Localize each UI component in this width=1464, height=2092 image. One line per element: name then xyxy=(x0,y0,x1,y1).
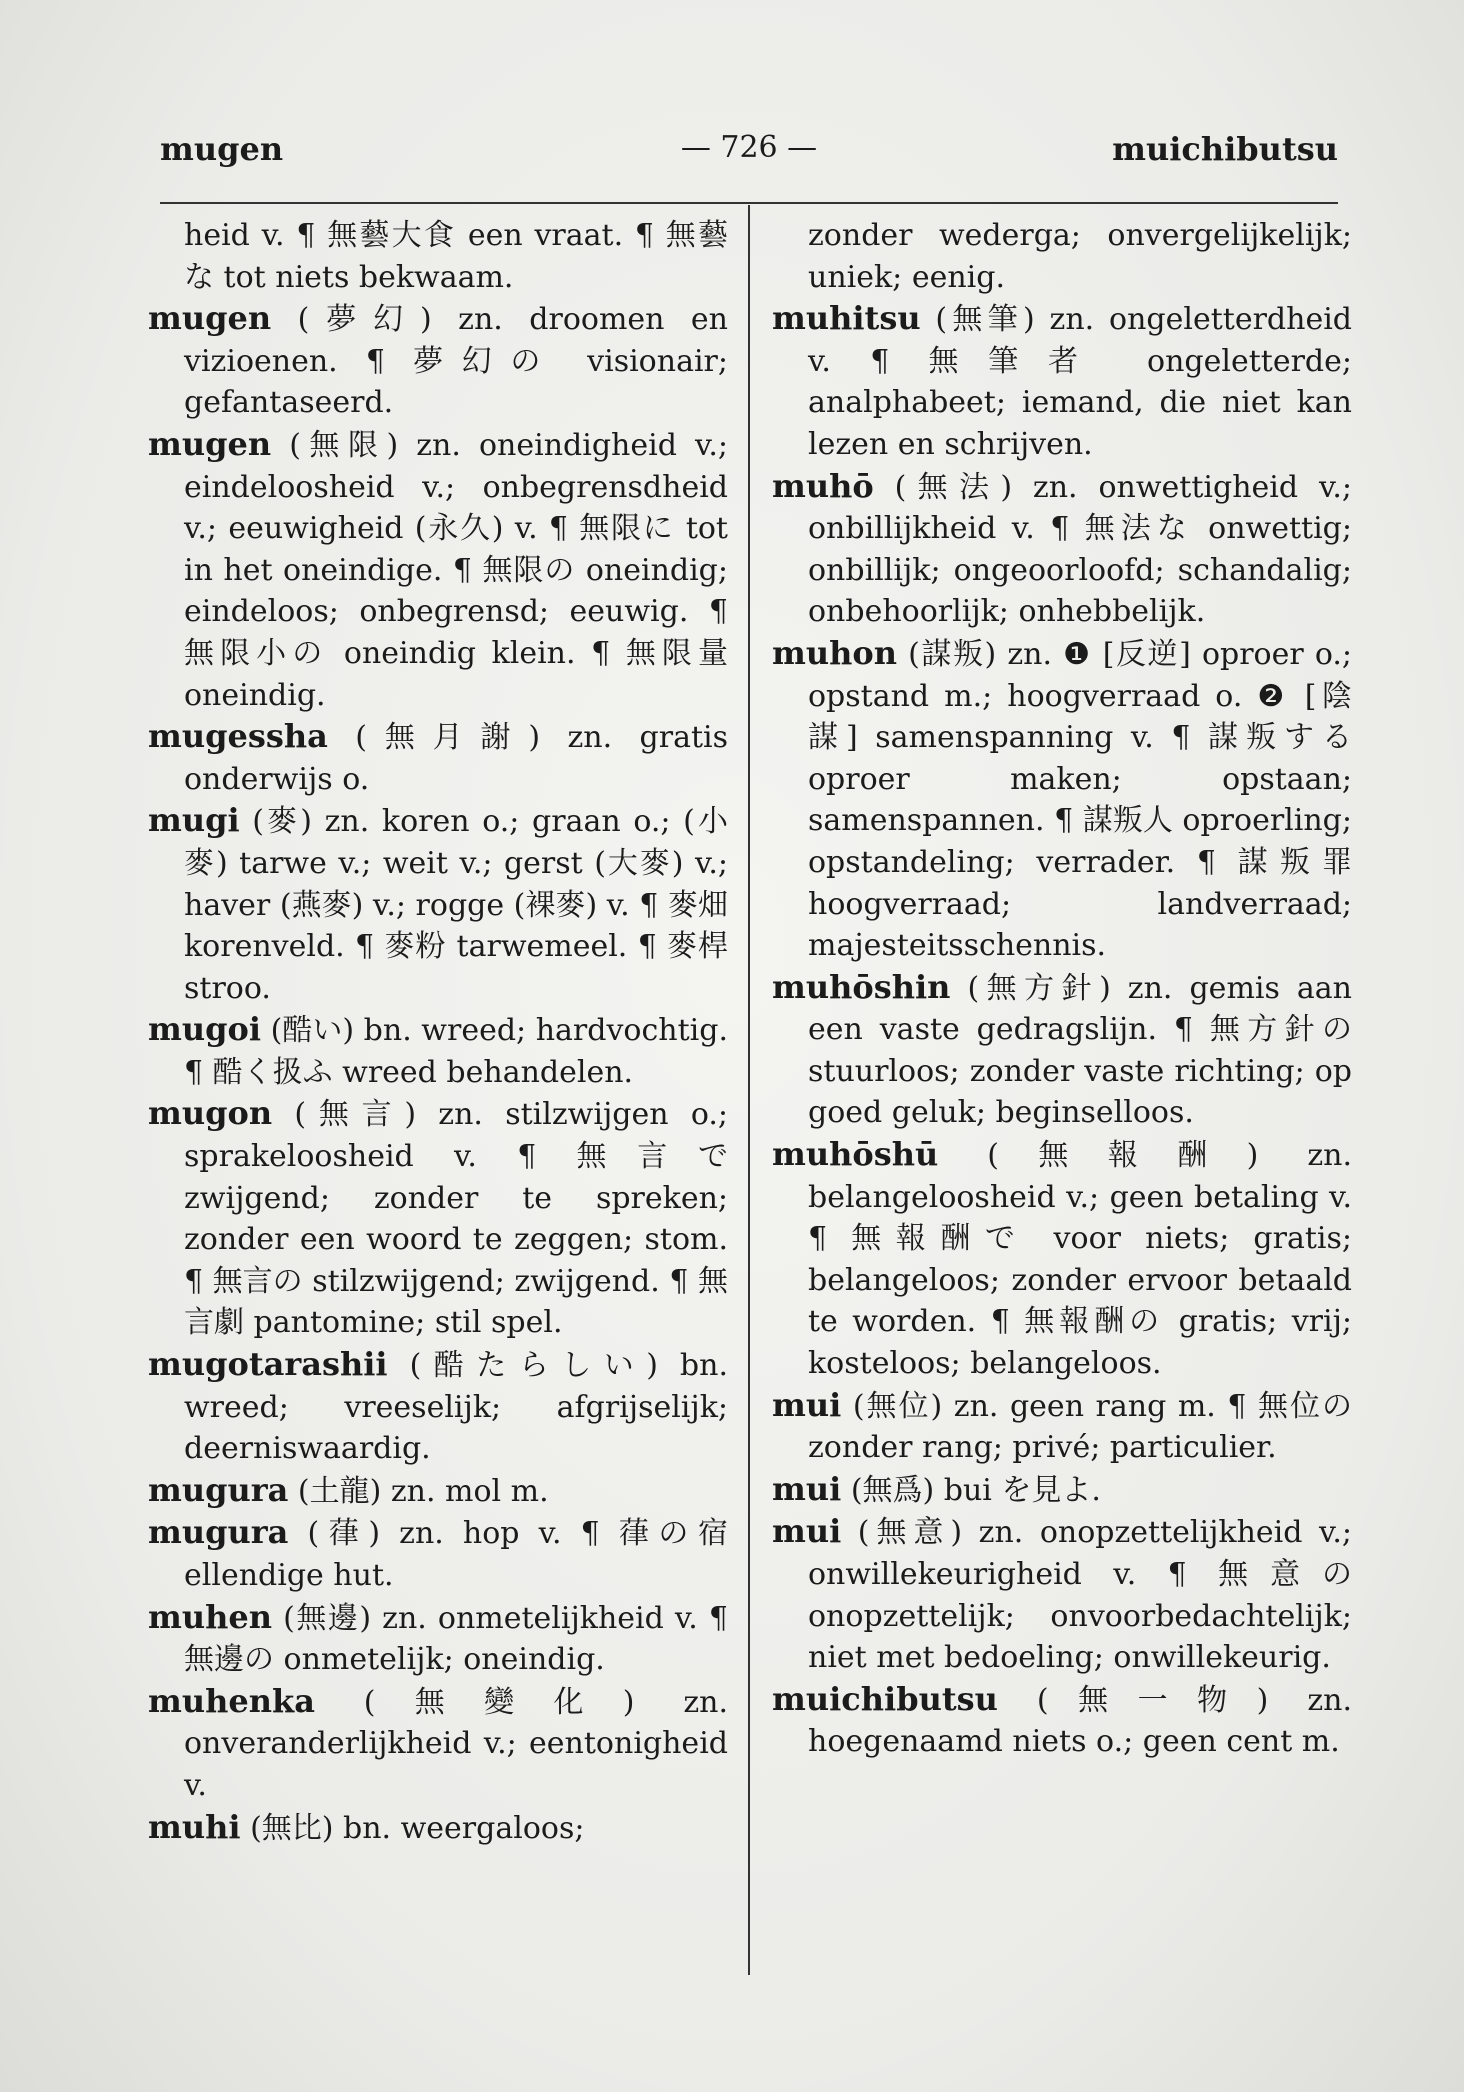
entry-body: (酷い) bn. wreed; hardvochtig. ¶ 酷く扱ふ wreed behandelen. xyxy=(184,1013,728,1090)
headword: mugi xyxy=(148,801,240,840)
dictionary-entry xyxy=(148,1597,728,1681)
headword: mui xyxy=(772,1469,842,1508)
headword: muhitsu xyxy=(772,299,921,338)
headword: mugessha xyxy=(148,717,328,756)
entry-body: (無一物) zn. hoegenaamd niets o.; geen cent m. xyxy=(808,1682,1352,1760)
dictionary-entry xyxy=(148,716,728,800)
entry-body: (土龍) zn. mol m. xyxy=(288,1473,549,1509)
dictionary-entry xyxy=(772,1679,1352,1763)
entry-body: (葎) zn. hop v. ¶ 葎の宿 ellendige hut. xyxy=(184,1516,728,1593)
dictionary-entry xyxy=(148,1681,728,1807)
entry-body: (無筆) zn. ongeletterdheid v. ¶ 無筆者 ongeletterde; analphabeet; iemand, die niet kan lezen en schrijven. xyxy=(808,302,1352,462)
headword: mui xyxy=(772,1385,842,1424)
dictionary-entry xyxy=(148,1093,728,1344)
dictionary-entry xyxy=(772,633,1352,967)
entry-body: (無言) zn. stilzwijgen o.; sprakeloosheid v. ¶ 無言で zwijgend; zonder te spreken; zonder een woord te zeggen; stom. ¶ 無言の stilzwijgend; zwijgend. ¶ 無言劇 pantomine; stil spel. xyxy=(184,1097,728,1341)
entry-body: (無報酬) zn. belangeloosheid v.; geen betaling v. ¶ 無報酬で voor niets; gratis; belangeloos; zonder ervoor betaald te worden. ¶ 無報酬の gratis; vrij; kosteloos; belangeloos. xyxy=(808,1138,1352,1382)
entry-body: (無比) bn. weergaloos; xyxy=(240,1810,585,1846)
dictionary-entry xyxy=(148,1512,728,1596)
entry-body: (無方針) zn. gemis aan een vaste gedragslijn. ¶ 無方針の stuurloos; zonder vaste richting; op goed geluk; beginselloos. xyxy=(808,970,1352,1131)
headword: muhen xyxy=(148,1597,273,1636)
headword: mugura xyxy=(148,1470,289,1509)
page-number: — 726 — xyxy=(680,130,818,165)
dictionary-entry xyxy=(148,424,728,716)
entry-continuation xyxy=(772,215,1352,298)
entry-body: (麥) zn. koren o.; graan o.; (小麥) tarwe v.; weit v.; gerst (大麥) v.; haver (燕麥) v.; rogge (裸麥) v. ¶ 麥畑 korenveld. ¶ 麥粉 tarwemeel. ¶ 麥桿 stroo. xyxy=(184,804,728,1006)
entry-body: (無爲) bui を見よ. xyxy=(841,1472,1101,1508)
entry-body: (無法) zn. onwettigheid v.; onbillijkheid v. ¶ 無法な onwettig; onbillijk; ongeoorloofd; schandalig; onbehoorlijk; onhebbelijk. xyxy=(808,469,1352,630)
header-rule xyxy=(160,202,1338,204)
headword: muhenka xyxy=(148,1681,315,1720)
entry-body: (夢幻) zn. droomen en vizioenen. ¶ 夢幻の visionair; gefantaseerd. xyxy=(184,302,728,421)
headword: muhōshū xyxy=(772,1135,939,1174)
headword: muhōshin xyxy=(772,967,951,1006)
entry-continuation xyxy=(148,215,728,298)
left-column xyxy=(148,215,728,1849)
dictionary-entry xyxy=(148,298,728,424)
headword: mugoi xyxy=(148,1010,261,1049)
headword: mugen xyxy=(148,299,272,338)
dictionary-entry xyxy=(772,1134,1352,1385)
entry-body: (無變化) zn. onveranderlijkheid v.; eentonigheid v. xyxy=(184,1684,728,1803)
dictionary-entry xyxy=(148,1807,728,1850)
dictionary-entry xyxy=(772,1469,1352,1512)
entry-body: (無位) zn. geen rang m. ¶ 無位の zonder rang; privé; particulier. xyxy=(808,1388,1352,1466)
dictionary-entry xyxy=(772,967,1352,1134)
column-divider xyxy=(748,205,750,1975)
guide-word-right: muichibutsu xyxy=(1112,130,1338,168)
entry-body: (酷たらしい) bn. wreed; vreeselijk; afgrijselijk; deerniswaardig. xyxy=(184,1348,728,1467)
dictionary-entry xyxy=(148,800,728,1009)
right-column xyxy=(772,215,1352,1763)
dictionary-entry xyxy=(772,466,1352,633)
headword: muichibutsu xyxy=(772,1679,998,1718)
headword: muhon xyxy=(772,633,897,672)
headword: muhō xyxy=(772,466,874,505)
entry-body: (無意) zn. onopzettelijkheid v.; onwillekeurigheid v. ¶ 無意の onopzettelijk; onvoorbedachtelijk; niet met bedoeling; onwillekeurig. xyxy=(808,1515,1352,1676)
entry-text: zonder wederga; onvergelijkelijk; uniek; eenig. xyxy=(808,218,1352,295)
dictionary-entry xyxy=(148,1344,728,1470)
headword: mugen xyxy=(148,424,272,463)
guide-word-left: mugen xyxy=(160,130,284,168)
dictionary-entry xyxy=(148,1470,728,1513)
entry-body: (謀叛) zn. ❶ [反逆] oproer o.; opstand m.; hoogverraad o. ❷ [陰謀] samenspanning v. ¶ 謀叛する oproer maken; opstaan; samenspannen. ¶ 謀叛人 oproerling; opstandeling; verrader. ¶ 謀叛罪 hoogverraad; landverraad; majesteitsschennis. xyxy=(808,636,1352,964)
running-head xyxy=(160,130,1338,180)
headword: mui xyxy=(772,1512,842,1551)
headword: mugotarashii xyxy=(148,1345,388,1384)
dictionary-entry xyxy=(772,1511,1352,1678)
dictionary-entry xyxy=(148,1009,728,1093)
headword: muhi xyxy=(148,1807,241,1846)
entry-body: (無限) zn. oneindigheid v.; eindeloosheid v.; onbegrensdheid v.; eeuwigheid (永久) v. ¶ 無限に tot in het oneindige. ¶ 無限の oneindig; eindeloos; onbegrensd; eeuwig. ¶ 無限小の oneindig klein. ¶ 無限量 oneindig. xyxy=(184,427,728,713)
dictionary-entry xyxy=(772,1385,1352,1469)
dictionary-entry xyxy=(772,298,1352,465)
entry-body: (無月謝) zn. gratis onderwijs o. xyxy=(184,720,728,797)
headword: mugon xyxy=(148,1094,273,1133)
entry-body: (無邊) zn. onmetelijkheid v. ¶ 無邊の onmetelijk; oneindig. xyxy=(184,1600,728,1678)
headword: mugura xyxy=(148,1513,289,1552)
entry-text: heid v. ¶ 無藝大食 een vraat. ¶ 無藝な tot niets bekwaam. xyxy=(184,218,728,295)
